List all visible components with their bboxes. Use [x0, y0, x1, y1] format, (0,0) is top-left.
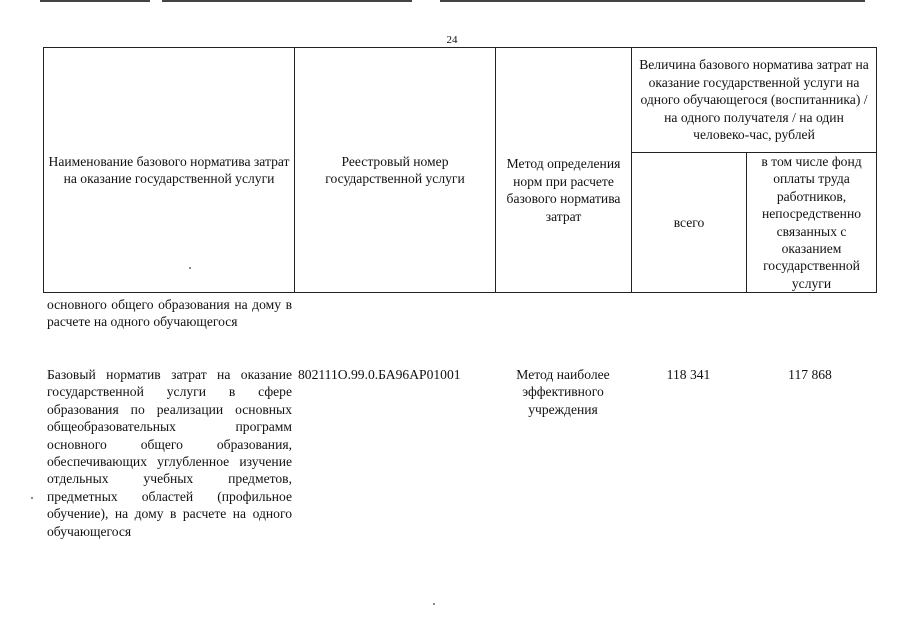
scan-speck [31, 497, 33, 499]
header-name-column: Наименование базового норматива затрат на оказание государственной услуги [44, 48, 295, 293]
header-method-column: Метод определения норм при расчете базового норматива затрат [496, 48, 632, 293]
continuation-text: основного общего образования на дому в расчете на одного обучающегося [47, 297, 292, 330]
scan-speck [189, 267, 191, 269]
header-sub-wages: в том числе фонд оплаты труда работников, непосредственно связанных с оказанием государственной услуги [747, 153, 877, 293]
top-rule-right [440, 0, 865, 2]
header-value-group: Величина базового норматива затрат на оказание государственной услуги на одного обучающегося (воспитанника) / на одного получателя / на один человеко-час, рублей [632, 48, 877, 153]
header-registry-column: Реестровый номер государственной услуги [295, 48, 496, 293]
norm-table-header [43, 47, 877, 293]
top-rule-center [162, 0, 412, 2]
top-rule-left [40, 0, 150, 2]
row-name: Базовый норматив затрат на оказание государственной услуги в сфере образования по реализации основных общеобразовательных программ основного общего образования, обеспечивающих углубленное изучение отдельных учебных предметов, предметных областей (профильное обучение), на дому в расчете на одного обучающегося [47, 367, 292, 539]
row-total: 118 341 [666, 367, 711, 382]
page-number: 24 [446, 34, 458, 46]
row-registry-number: 802111О.99.0.БА96АР01001 [298, 367, 461, 382]
row-method: Метод наиболее эффективного учреждения [516, 367, 610, 417]
scan-speck [433, 603, 435, 605]
header-sub-total: всего [632, 153, 747, 293]
row-wages: 117 868 [788, 367, 832, 382]
